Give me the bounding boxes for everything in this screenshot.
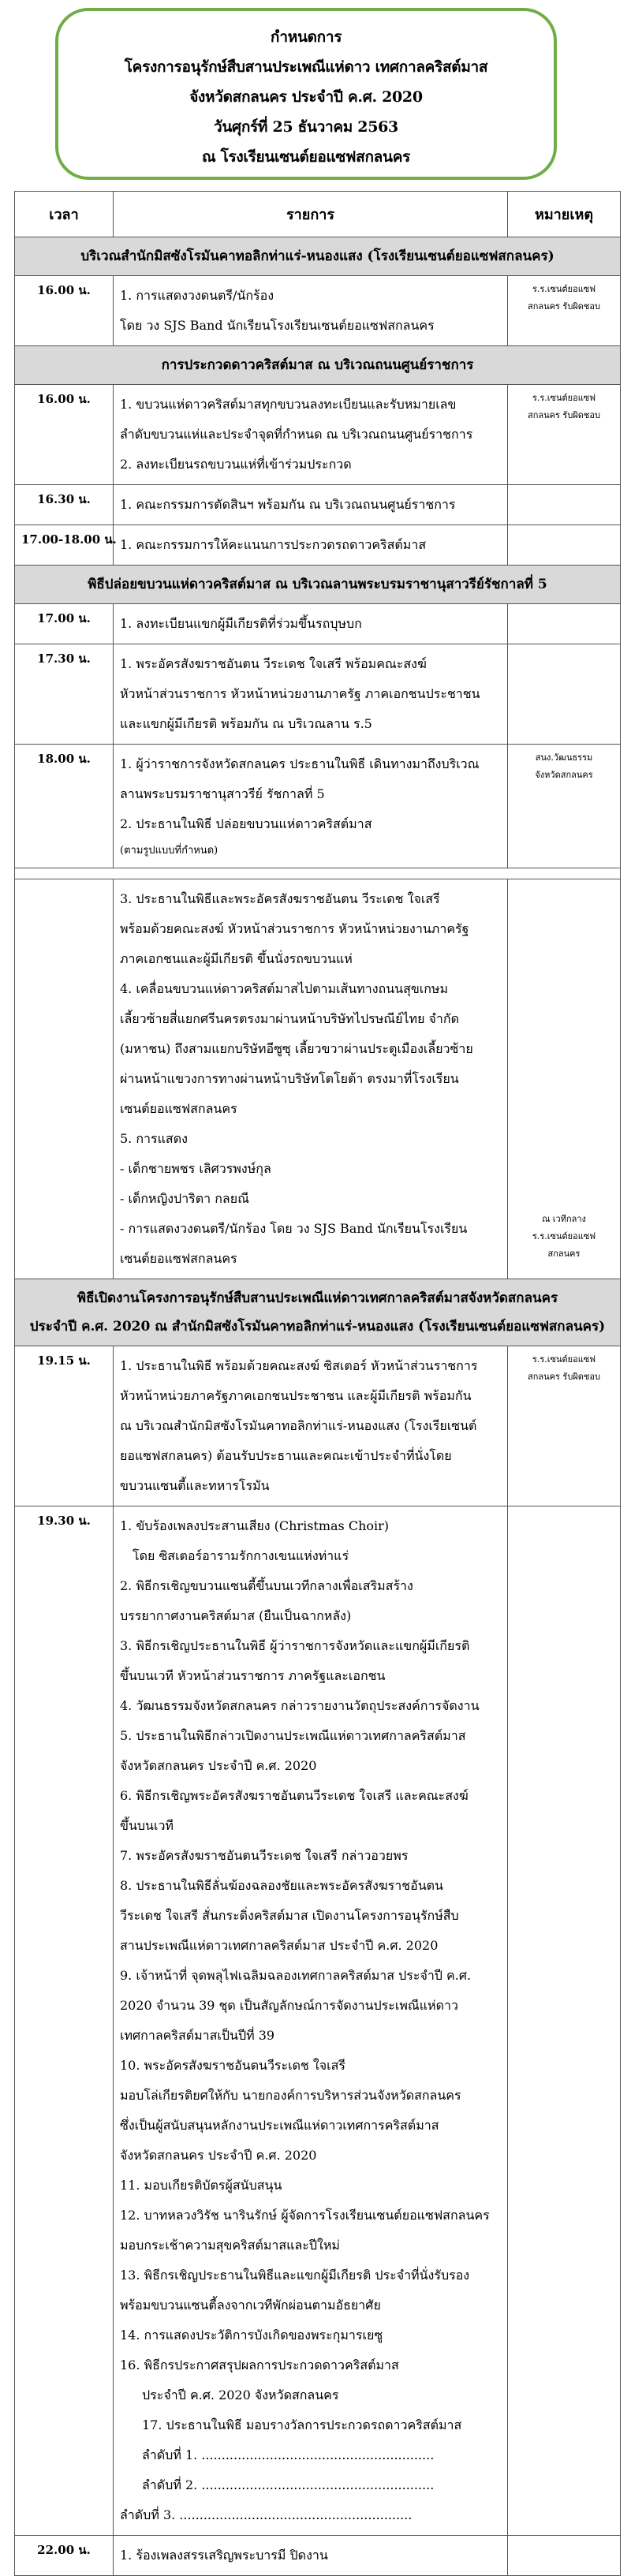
- item-line: บรรยากาศงานคริสต์มาส (ยืนเป็นฉากหลัง): [120, 1608, 352, 1623]
- item-line: 4. วัฒนธรรมจังหวัดสกลนคร กล่าวรายงานวัตถุประสงค์การจัดงาน: [120, 1698, 480, 1713]
- item-line: ซึ่งเป็นผู้สนับสนุนหลักงานประเพณีแห่ดาวเทศการคริสต์มาส: [120, 2118, 439, 2133]
- item-line: หัวหน้าหน่วยภาครัฐภาคเอกชนประชาชน และผู้มีเกียรติ พร้อมกัน: [120, 1388, 472, 1403]
- item-line: ผ่านหน้าแขวงการทางผ่านหน้าบริษัทโตโยต้า ตรงมาที่โรงเรียน: [120, 1071, 459, 1086]
- time-cell: 16.30 น.: [15, 485, 114, 525]
- item-cell: [114, 604, 508, 644]
- item-line: จังหวัดสกลนคร ประจำปี ค.ศ. 2020: [120, 2148, 317, 2163]
- item-line: 14. การแสดงประวัติการบังเกิดของพระกุมารเยซู: [120, 2328, 383, 2343]
- note-cell: [508, 1506, 621, 2536]
- note-line: ร.ร.เซนต์ยอแซฟ: [532, 1231, 596, 1241]
- note-line: ณ เวทีกลาง: [542, 1214, 586, 1224]
- note-line: สกลนคร: [547, 1249, 581, 1259]
- table-row: [15, 604, 621, 644]
- item-line: ประจำปี ค.ศ. 2020 จังหวัดสกลนคร: [142, 2387, 339, 2402]
- item-line: 10. พระอัครสังฆราชอันตนวีระเดช ใจเสรี: [120, 2058, 345, 2073]
- item-line: - เด็กชายพชร เลิศวรพงษ์กุล: [120, 1161, 271, 1176]
- note-cell: [508, 1346, 621, 1506]
- item-line: เซนต์ยอแซฟสกลนคร: [120, 1251, 237, 1266]
- item-line: และแขกผู้มีเกียรติ พร้อมกัน ณ บริเวณลาน ร.5: [120, 716, 372, 731]
- table-row: [15, 1506, 621, 2536]
- note-cell: [508, 644, 621, 745]
- time-cell: [15, 879, 114, 1279]
- note-cell: [508, 276, 621, 346]
- item-line: จังหวัดสกลนคร ประจำปี ค.ศ. 2020: [120, 1758, 317, 1773]
- section-header-row: [15, 566, 621, 604]
- item-line: 8. ประธานในพิธีลั่นฆ้องฉลองชัยและพระอัครสังฆราชอันตน: [120, 1878, 443, 1893]
- time-cell: 16.00 น.: [15, 276, 114, 346]
- note-line: ร.ร.เซนต์ยอแซฟ: [532, 1354, 596, 1365]
- item-line: 12. บาทหลวงวิรัช นารินรักษ์ ผู้จัดการโรงเรียนเซนต์ยอแซฟสกลนคร: [120, 2208, 490, 2223]
- note-cell: [508, 745, 621, 868]
- time-cell: 17.00-18.00 น.: [15, 525, 114, 566]
- item-line: ณ บริเวณสำนักมิสซังโรมันคาทอลิกท่าแร่-หนองแสง (โรงเรียเซนต์: [120, 1418, 477, 1433]
- title-box: [55, 8, 557, 180]
- note-cell: [508, 2536, 621, 2576]
- note-cell: [508, 604, 621, 644]
- title-line: ณ โรงเรียนเซนต์ยอแซฟสกลนคร: [201, 148, 411, 166]
- column-header-note: หมายเหตุ: [508, 192, 621, 237]
- item-line: - เด็กหญิงปาริตา กลยณี: [120, 1191, 249, 1206]
- note-line: สกลนคร รับผิดชอบ: [528, 301, 600, 312]
- item-line: 16. พิธีกรประกาศสรุปผลการประกวดดาวคริสต์มาส: [120, 2358, 399, 2373]
- table-row: [15, 879, 621, 1279]
- note-cell: [508, 385, 621, 485]
- time-cell: 19.15 น.: [15, 1346, 114, 1506]
- item-line: 1. ขับร้องเพลงประสานเสียง (Christmas Choir): [120, 1518, 390, 1533]
- item-cell: [114, 644, 508, 745]
- item-line: 2020 จำนวน 39 ชุด เป็นสัญลักษณ์การจัดงานประเพณีแห่ดาว: [120, 1998, 458, 2013]
- item-line: ยอแซฟสกลนคร) ต้อนรับประธานและคณะเข้าประจำที่นั่งโดย: [120, 1448, 452, 1463]
- note-cell: [508, 485, 621, 525]
- item-line: 2. ประธานในพิธี ปล่อยขบวนแห่ดาวคริสต์มาส: [120, 816, 372, 831]
- note-line: สกลนคร รับผิดชอบ: [528, 1372, 600, 1382]
- item-line: ภาคเอกชนและผู้มีเกียรติ ขึ้นนั่งรถขบวนแห่: [120, 951, 353, 966]
- item-cell: [114, 525, 508, 566]
- item-line: ลำดับขบวนแห่และประจำจุดที่กำหนด ณ บริเวณถนนศูนย์ราชการ: [120, 427, 473, 442]
- item-line: (มหาชน) ถึงสามแยกบริษัทอีซูซุ เลี้ยวขวาผ่านประตูเมืองเลี้ยวซ้าย: [120, 1041, 473, 1056]
- item-line: 1. ประธานในพิธี พร้อมด้วยคณะสงฆ์ ซิสเตอร์ หัวหน้าส่วนราชการ: [120, 1358, 478, 1373]
- note-line: จังหวัดสกลนคร: [535, 770, 593, 780]
- item-line: พร้อมด้วยคณะสงฆ์ หัวหน้าส่วนราชการ หัวหน้าหน่วยงานภาครัฐ: [120, 921, 469, 936]
- title-line: โครงการอนุรักษ์สืบสานประเพณีแห่ดาว เทศกาลคริสต์มาส: [124, 58, 488, 76]
- note-line: ร.ร.เซนต์ยอแซฟ: [532, 393, 596, 403]
- note-line: สนง.วัฒนธรรม: [535, 752, 593, 763]
- item-line: 7. พระอัครสังฆราชอันตนวีระเดช ใจเสรี กล่าวอวยพร: [120, 1848, 409, 1863]
- section-header-row: [15, 346, 621, 385]
- item-line: 1. ลงทะเบียนแขกผู้มีเกียรติที่ร่วมขึ้นรถบุษบก: [120, 616, 362, 631]
- item-line: มอบโล่เกียรติยศให้กับ นายกองค์การบริหารส่วนจังหวัดสกลนคร: [120, 2088, 461, 2103]
- item-line: 1. พระอัครสังฆราชอันตน วีระเดช ใจเสรี พร้อมคณะสงฆ์: [120, 656, 427, 671]
- item-line: 5. การแสดง: [120, 1131, 188, 1146]
- gap-cell: [15, 868, 621, 879]
- item-line: 6. พิธีกรเชิญพระอัครสังฆราชอันตนวีระเดช ใจเสรี และคณะสงฆ์: [120, 1788, 469, 1803]
- note-line: ร.ร.เซนต์ยอแซฟ: [532, 284, 596, 294]
- item-line: เซนต์ยอแซฟสกลนคร: [120, 1101, 237, 1116]
- item-line: เลี้ยวซ้ายสี่แยกศรีนครตรงมาผ่านหน้าบริษัทไปรษณีย์ไทย จำกัด: [120, 1011, 459, 1026]
- section-title: [15, 1279, 621, 1346]
- item-line: 1. ขบวนแห่ดาวคริสต์มาสทุกขบวนลงทะเบียนและรับหมายเลข: [120, 397, 457, 412]
- item-line: 5. ประธานในพิธีกล่าวเปิดงานประเพณีแห่ดาวเทศกาลคริสต์มาส: [120, 1728, 466, 1743]
- table-header-row: [15, 192, 621, 237]
- item-line: ลานพระบรมราชานุสาวรีย์ รัชกาลที่ 5: [120, 786, 325, 801]
- item-line: ลำดับที่ 2. ..........................................................: [142, 2477, 435, 2492]
- section-title: บริเวณสำนักมิสซังโรมันคาทอลิกท่าแร่-หนองแสง (โรงเรียนเซนต์ยอแซฟสกลนคร): [15, 237, 621, 276]
- schedule-body: [15, 237, 621, 2576]
- item-line: 2. พิธีกรเชิญขบวนแซนตี้ขึ้นบนเวทีกลางเพื่อเสริมสร้าง: [120, 1578, 413, 1593]
- item-cell: [114, 745, 508, 868]
- section-title: การประกวดดาวคริสต์มาส ณ บริเวณถนนศูนย์ราชการ: [15, 346, 621, 385]
- item-line: ขึ้นบนเวที: [120, 1818, 174, 1833]
- item-cell: [114, 485, 508, 525]
- item-cell: [114, 1506, 508, 2536]
- section-title-line: พิธีเปิดงานโครงการอนุรักษ์สืบสานประเพณีแห่ดาวเทศกาลคริสต์มาสจังหวัดสกลนคร: [77, 1290, 558, 1306]
- item-line: 1. ร้องเพลงสรรเสริญพระบารมี ปิดงาน: [120, 2548, 328, 2563]
- page-break-gap: [15, 868, 621, 879]
- time-cell: 16.00 น.: [15, 385, 114, 485]
- table-row: [15, 745, 621, 868]
- item-line: 1. คณะกรรมการให้คะแนนการประกวดรถดาวคริสต์มาส: [120, 537, 427, 552]
- item-line: 1. คณะกรรมการตัดสินฯ พร้อมกัน ณ บริเวณถนนศูนย์ราชการ: [120, 497, 456, 512]
- item-line: 17. ประธานในพิธี มอบรางวัลการประกวดรถดาวคริสต์มาส: [142, 2417, 462, 2432]
- note-line: สกลนคร รับผิดชอบ: [528, 410, 600, 420]
- item-line: 3. พิธีกรเชิญประธานในพิธี ผู้ว่าราชการจังหวัดและแขกผู้มีเกียรติ: [120, 1638, 470, 1653]
- table-row: [15, 385, 621, 485]
- item-cell: [114, 1346, 508, 1506]
- item-line: 13. พิธีกรเชิญประธานในพิธีและแขกผู้มีเกียรติ ประจำที่นั่งรับรอง: [120, 2268, 470, 2283]
- item-line: 1. การแสดงวงดนตรี/นักร้อง: [120, 288, 274, 303]
- item-cell: [114, 276, 508, 346]
- table-row: [15, 485, 621, 525]
- item-line: ลำดับที่ 1. ..........................................................: [142, 2447, 435, 2462]
- item-line: วีระเดช ใจเสรี สั่นกระดิ่งคริสต์มาส เปิดงานโครงการอนุรักษ์สืบ: [120, 1908, 459, 1923]
- item-line: พร้อมขบวนแซนตี้ลงจากเวทีพักผ่อนตามอัธยาศัย: [120, 2298, 381, 2313]
- item-line: สานประเพณีแห่ดาวเทศกาลคริสต์มาส ประจำปี ค.ศ. 2020: [120, 1938, 439, 1953]
- item-line: ขึ้นบนเวที หัวหน้าส่วนราชการ ภาครัฐและเอกชน: [120, 1668, 386, 1683]
- column-header-item: รายการ: [114, 192, 508, 237]
- title-line: จังหวัดสกลนคร ประจำปี ค.ศ. 2020: [189, 88, 423, 106]
- item-line: หัวหน้าส่วนราชการ หัวหน้าหน่วยงานภาครัฐ ภาคเอกชนประชาชน: [120, 686, 480, 701]
- item-cell: [114, 2536, 508, 2576]
- item-line: โดย ซิสเตอร์อารามรักกางเขนแห่งท่าแร่: [133, 1548, 349, 1563]
- schedule-table: [14, 191, 621, 2576]
- item-line: ลำดับที่ 3. ..........................................................: [120, 2507, 413, 2522]
- table-row: [15, 644, 621, 745]
- item-line: 2. ลงทะเบียนรถขบวนแห่ที่เข้าร่วมประกวด: [120, 457, 352, 472]
- section-title-line: ประจำปี ค.ศ. 2020 ณ สำนักมิสซังโรมันคาทอลิกท่าแร่-หนองแสง (โรงเรียนเซนต์ยอแซฟสกลนคร): [29, 1319, 606, 1335]
- column-header-time: เวลา: [15, 192, 114, 237]
- item-line: 9. เจ้าหน้าที่ จุดพลุไฟเฉลิมฉลองเทศกาลคริสต์มาส ประจำปี ค.ศ.: [120, 1968, 472, 1983]
- table-row: [15, 1346, 621, 1506]
- item-line: 1. ผู้ว่าราชการจังหวัดสกลนคร ประธานในพิธี เดินทางมาถึงบริเวณ: [120, 756, 480, 771]
- title-line: กำหนดการ: [270, 28, 342, 46]
- time-cell: 17.30 น.: [15, 644, 114, 745]
- section-header-row: [15, 237, 621, 276]
- item-line: 3. ประธานในพิธีและพระอัครสังฆราชอันตน วีระเดช ใจเสรี: [120, 891, 440, 906]
- table-row: [15, 525, 621, 566]
- item-cell: [114, 385, 508, 485]
- time-cell: 17.00 น.: [15, 604, 114, 644]
- note-cell: [508, 879, 621, 1279]
- item-line: เทศกาลคริสต์มาสเป็นปีที่ 39: [120, 2028, 275, 2043]
- time-cell: 22.00 น.: [15, 2536, 114, 2576]
- item-line: ขบวนแซนตี้และทหารโรมัน: [120, 1478, 270, 1493]
- table-row: [15, 2536, 621, 2576]
- item-cell: [114, 879, 508, 1279]
- table-row: [15, 276, 621, 346]
- time-cell: 18.00 น.: [15, 745, 114, 868]
- title-line: วันศุกร์ที่ 25 ธันวาคม 2563: [214, 118, 398, 136]
- item-line: 11. มอบเกียรติบัตรผู้สนับสนุน: [120, 2178, 282, 2193]
- item-line: - การแสดงวงดนตรี/นักร้อง โดย วง SJS Band นักเรียนโรงเรียน: [120, 1221, 468, 1236]
- item-line: โดย วง SJS Band นักเรียนโรงเรียนเซนต์ยอแซฟสกลนคร: [120, 318, 435, 333]
- item-line: มอบกระเช้าความสุขคริสต์มาสและปีใหม่: [120, 2238, 340, 2253]
- section-header-row: [15, 1279, 621, 1346]
- item-line: 4. เคลื่อนขบวนแห่ดาวคริสต์มาสไปตามเส้นทางถนนสุขเกษม: [120, 981, 449, 996]
- section-title: พิธีปล่อยขบวนแห่ดาวคริสต์มาส ณ บริเวณลานพระบรมราชานุสาวรีย์รัชกาลที่ 5: [15, 566, 621, 604]
- item-note-line: (ตามรูปแบบที่กำหนด): [120, 845, 218, 857]
- note-cell: [508, 525, 621, 566]
- time-cell: 19.30 น.: [15, 1506, 114, 2536]
